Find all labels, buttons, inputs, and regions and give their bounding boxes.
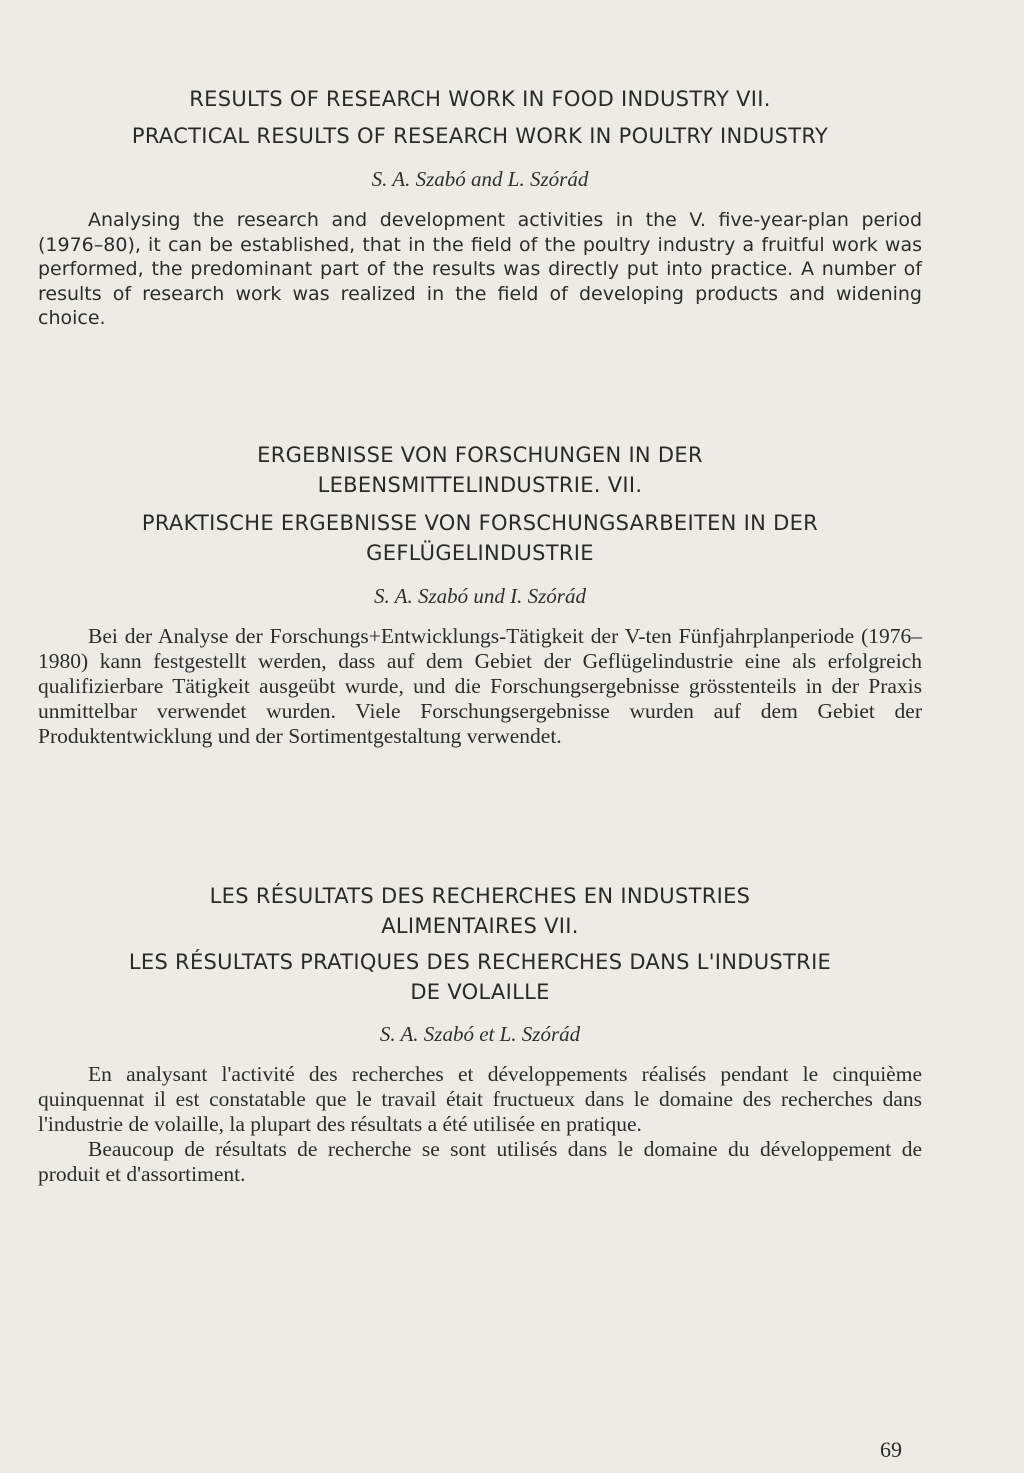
english-title-line-2: PRACTICAL RESULTS OF RESEARCH WORK IN POULTRY INDUSTRY	[131, 124, 829, 148]
french-authors: S. A. Szabó et L. Szórád	[379, 1022, 581, 1046]
french-title-line-3: LES RÉSULTATS PRATIQUES DES RECHERCHES DANS L'INDUSTRIE	[128, 950, 832, 974]
german-title-line-1: ERGEBNISSE VON FORSCHUNGEN IN DER	[257, 443, 703, 467]
english-title-line-1: RESULTS OF RESEARCH WORK IN FOOD INDUSTRY VII.	[189, 87, 771, 111]
german-section	[38, 440, 922, 749]
french-abstract-paragraph-2: Beaucoup de résultats de recherche se sont utilisés dans le domaine du développement de produit et d'assortiment.	[38, 1137, 922, 1186]
french-abstract-paragraph-1: En analysant l'activité des recherches et développements réalisés pendant le cinquième quinquennat il est constatable que le travail était fructueux dans le domaine des recherches dans l'industrie de volaille, la plupart des résultats a été utilisée en pratique.	[38, 1062, 922, 1136]
english-abstract: Analysing the research and development activities in the V. five-year-plan period (1976–80), it can be established, that in the field of the poultry industry a fruitful work was performed, the predominant part of the results was directly put into practice. A number of results of research work was realized in the field of developing products and widening choice.	[38, 209, 922, 329]
french-title-line-1: LES RÉSULTATS DES RECHERCHES EN INDUSTRIES	[209, 884, 751, 908]
german-abstract: Bei der Analyse der Forschungs+Entwicklungs-Tätigkeit der V-ten Fünfjahrplanperiode (1976–1980) kann festgestellt werden, dass auf dem Gebiet der Geflügelindustrie eine als erfolgreich qualifizierbare Tätigkeit ausgeübt wurde, und die Forschungsergebnisse grösstenteils in der Praxis unmittelbar verwendet wurden. Viele Forschungsergebnisse wurden auf dem Gebiet der Produktentwicklung und der Sortimentgestaltung verwendet.	[38, 624, 922, 748]
german-authors: S. A. Szabó und I. Szórád	[374, 584, 586, 608]
german-title-line-2: LEBENSMITTELINDUSTRIE. VII.	[317, 473, 643, 497]
german-title-line-4: GEFLÜGELINDUSTRIE	[366, 541, 594, 565]
english-authors: S. A. Szabó and L. Szórád	[371, 167, 589, 191]
french-title-line-4: DE VOLAILLE	[410, 980, 550, 1004]
french-title-line-2: ALIMENTAIRES VII.	[381, 914, 579, 938]
german-title-line-3: PRAKTISCHE ERGEBNISSE VON FORSCHUNGSARBEITEN IN DER	[141, 511, 819, 535]
page-number: 69	[880, 1437, 902, 1462]
english-section	[38, 84, 922, 331]
french-section	[38, 881, 922, 1187]
